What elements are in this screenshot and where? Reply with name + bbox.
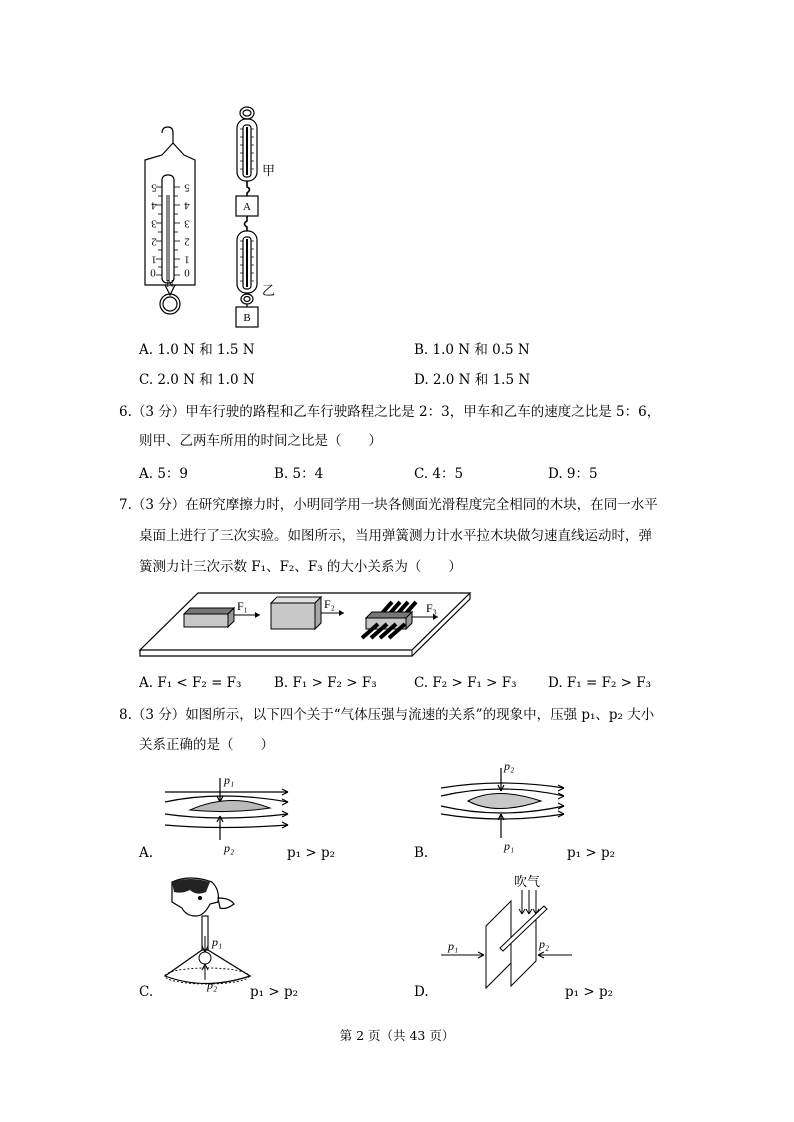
q7-option-a: A. F₁ < F₂ = F₃ [139, 675, 242, 691]
box-b-label: B [243, 312, 251, 324]
q8-option-d-letter: D. [414, 984, 429, 1000]
force-label-f2: F₂ [324, 597, 335, 611]
label-p2: p₂ [539, 937, 550, 951]
q8-figure-c [160, 876, 270, 996]
q8-figure-d [436, 868, 576, 998]
tick-label: 0 [184, 267, 190, 280]
q6-option-c: C. 4：5 [414, 466, 464, 482]
q5-option-c: C. 2.0 N 和 1.0 N [139, 372, 255, 388]
q8-figure-b [436, 758, 576, 853]
pointer-letter: N [166, 279, 174, 290]
q8-option-b-relation: p₁ > p₂ [567, 845, 616, 861]
tick-label: 3 [184, 217, 190, 230]
q6-stem-line2: 则甲、乙两车所用的时间之比是（ ） [139, 433, 382, 449]
q8-option-d-relation: p₁ > p₂ [565, 984, 614, 1000]
q6-option-a: A. 5：9 [139, 466, 189, 482]
tick-label: 4 [151, 199, 157, 212]
q5-spring-scale-figure [140, 105, 290, 335]
q8-option-a-letter: A. [139, 845, 154, 861]
force-label-f3: F₃ [426, 601, 437, 615]
q8-option-c-relation: p₁ > p₂ [250, 984, 299, 1000]
tick-label: 5 [151, 181, 157, 194]
tick-label: 4 [184, 199, 190, 212]
tick-label: 2 [184, 235, 190, 248]
q6-option-d: D. 9：5 [548, 466, 598, 482]
label-p1: p₁ [212, 935, 223, 949]
tick-label: 5 [184, 181, 190, 194]
tick-label: 3 [151, 217, 157, 230]
person-head-icon [172, 878, 234, 916]
q5-option-a: A. 1.0 N 和 1.5 N [139, 342, 255, 358]
q7-option-c: C. F₂ > F₁ > F₃ [414, 675, 517, 691]
q7-option-b: B. F₁ > F₂ > F₃ [274, 675, 377, 691]
label-p2: p₂ [207, 978, 218, 992]
scale-label-yi: 乙 [262, 283, 276, 298]
q7-stem-line2: 桌面上进行了三次实验。如图所示，当用弹簧测力计水平拉木块做匀速直线运动时，弹 [139, 528, 652, 544]
q6-stem-line1: 6.（3 分）甲车行驶的路程和乙车行驶路程之比是 2：3，甲车和乙车的速度之比是 5：6， [119, 404, 661, 420]
box-a-label: A [243, 201, 251, 213]
q7-option-d: D. F₁ = F₂ > F₃ [548, 675, 652, 691]
q8-option-b-letter: B. [414, 845, 429, 861]
tick-label: 0 [150, 267, 156, 280]
q8-option-c-letter: C. [139, 984, 154, 1000]
q7-stem-line1: 7.（3 分）在研究摩擦力时，小明同学用一块各侧面光滑程度完全相同的木块，在同一水平 [119, 497, 658, 513]
label-blow: 吹气 [514, 874, 541, 889]
q7-friction-figure [140, 588, 480, 663]
block-1 [184, 608, 234, 627]
label-p1: p₁ [448, 939, 459, 953]
q5-option-d: D. 2.0 N 和 1.5 N [414, 372, 531, 388]
tick-label: 2 [151, 235, 157, 248]
right-scale-assembly [236, 107, 258, 327]
q8-figure-a [160, 770, 300, 860]
scale-label-jia: 甲 [262, 163, 276, 178]
label-p2: p₂ [504, 759, 515, 773]
block-2 [271, 597, 321, 629]
tick-label: 1 [151, 253, 157, 266]
tick-label: 1 [184, 253, 190, 266]
q7-stem-line3: 簧测力计三次示数 F₁、F₂、F₃ 的大小关系为（ ） [139, 559, 462, 575]
label-p1: p₁ [504, 839, 515, 853]
q6-option-b: B. 5：4 [274, 466, 324, 482]
force-label-f1: F₁ [237, 599, 248, 613]
label-p1: p₁ [224, 773, 235, 787]
page-footer: 第 2 页（共 43 页） [339, 1028, 455, 1043]
q8-stem-line1: 8.（3 分）如图所示，以下四个关于“气体压强与流速的关系”的现象中，压强 p₁、p₂ 大小 [119, 707, 655, 723]
label-p2: p₂ [224, 841, 235, 855]
q8-stem-line2: 关系正确的是（ ） [139, 737, 274, 753]
q5-option-b: B. 1.0 N 和 0.5 N [414, 342, 530, 358]
q8-option-a-relation: p₁ > p₂ [287, 845, 336, 861]
